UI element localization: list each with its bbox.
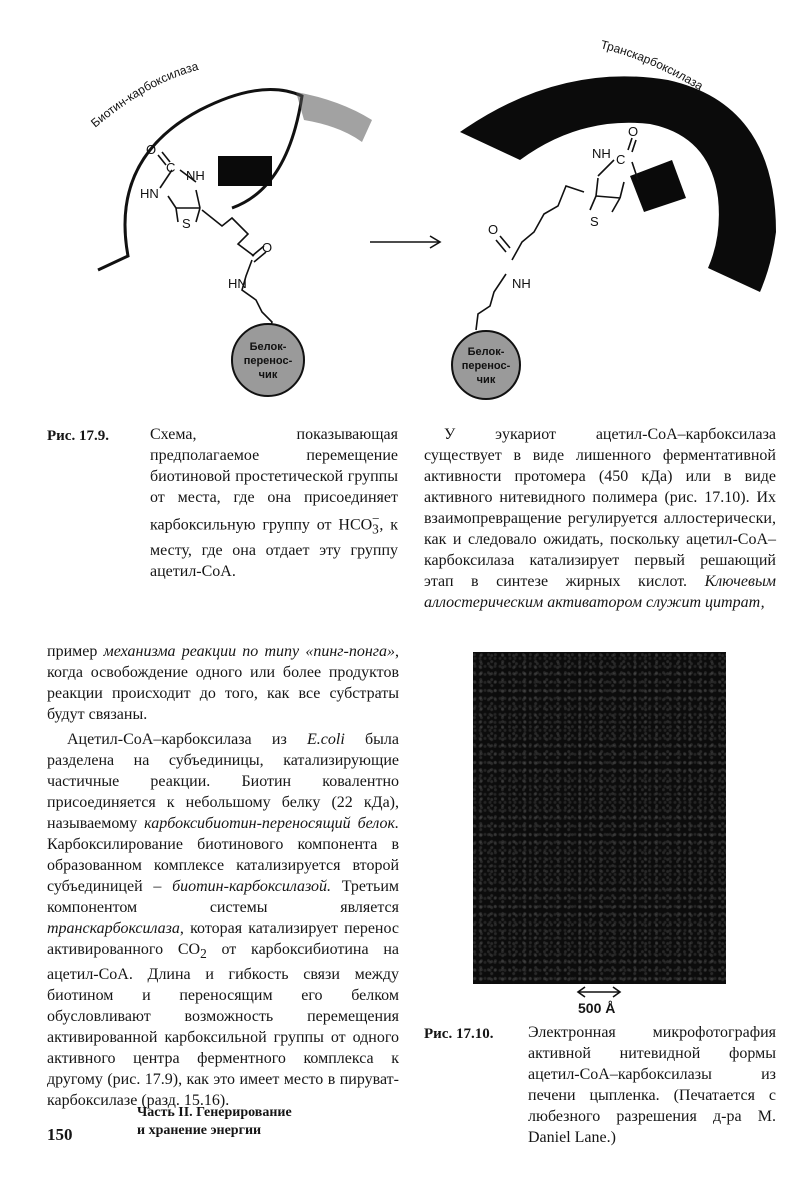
figure-17-9-label: Рис. 17.9.	[47, 428, 109, 444]
scale-bar-arrow	[574, 984, 624, 1000]
right-column-paragraph	[424, 424, 776, 613]
left-column-text	[47, 641, 399, 1111]
ping-pong-term: механизма реакции по типу «пинг-понга»	[103, 643, 395, 660]
figure-17-10-caption: Электронная микрофотография активной нитевидной формы ацетил-CoA–карбоксилазы из печени цыпленка. (Печатается с любезного разрешения д-ра M. Daniel Lane.)	[528, 1024, 776, 1146]
figure-17-9	[0, 0, 806, 415]
left-chem-s: S	[182, 216, 191, 231]
left-carrier-label-2: перенос-	[243, 355, 293, 367]
left-chem-o: O	[146, 142, 157, 157]
left-chem-hn-amide: HN	[228, 276, 247, 291]
left-active-site-block	[218, 156, 272, 186]
part-title-line-2: и хранение энергии	[137, 1123, 262, 1138]
left-paragraph-2: Ацетил-CoA–карбоксилаза из E.coli была разделена на субъединицы, катализирующие частичные реакции. Биотин ковалентно присоединяется к небольшому белку (22 кДа), называемому карбоксибиотин-переносящий белок. Карбоксилирование биотинового компонента в образованном комплексе катализируется второй субъединицей – биотин-карбоксилазой. Третьим компонентом системы является транскарбоксилаза, которая катализирует перенос активированного $CO_2$ от карбоксибиотина на ацетил-CoA. Длина и гибкость связи между биотином и переносящим его белком обусловливают возможность перемещения активированной карбоксильной группы от одного активного центра ферментного комплекса к другому (рис. 17.9), как это имеет место в пируват-карбоксилазе (разд. 15.16).	[47, 731, 400, 1110]
right-carrier-label-3: чик	[476, 374, 496, 386]
right-biotin-structure	[476, 138, 638, 330]
right-active-site-block	[630, 160, 686, 212]
electron-micrograph	[473, 652, 726, 984]
part-title-line-1: Часть II. Генерирование	[137, 1105, 292, 1120]
left-paragraph-1: пример механизма реакции по типу «пинг-понга», когда освобождение одного или более продуктов реакции происходит до того, как все субстраты будут связаны.	[47, 643, 399, 723]
transfer-arrow	[370, 236, 440, 248]
left-carrier-label-3: чик	[258, 369, 278, 381]
part-title	[137, 1104, 292, 1140]
figure-17-9-caption	[150, 424, 398, 582]
left-chem-nh: NH	[186, 168, 205, 183]
left-chem-hn: HN	[140, 186, 159, 201]
left-chem-o-amide: O	[262, 240, 273, 255]
page-number: 150	[47, 1125, 73, 1144]
caption-17-9-text-a: Схема, показывающая предполагаемое перемещение биотиновой простетической группы от места, где она присоединяет карбоксильную группу от HCO	[150, 426, 398, 534]
right-chem-nh: NH	[592, 146, 611, 161]
caption-17-9-text-b: , к месту, где она отдает эту группу ацетил-CoA.	[150, 516, 398, 580]
right-chem-s: S	[590, 214, 599, 229]
biotin-carboxylase-speckle	[296, 92, 372, 142]
right-chem-c: C	[616, 152, 626, 167]
transcarboxylase-shape	[460, 76, 776, 292]
caption-17-9-sub: 3	[372, 521, 379, 537]
right-chem-o-amide: O	[488, 222, 499, 237]
right-column-normal: У эукариот ацетил-CoA–карбоксилаза существует в виде лишенного ферментативной активности протомера (450 кДа) или в виде активного нитевидного полимера (рис. 17.10). Их взаимопревращение регулируется аллостерически, как и следовало ожидать, поскольку ацетил-CoA–карбоксилаза катализирует первый решающий этап в синтезе жирных кислот.	[424, 426, 776, 590]
right-carrier-label-1: Белок-	[467, 346, 505, 358]
left-chem-c: C	[166, 160, 176, 175]
biotin-carboxylase-label: Биотин-карбоксилаза	[88, 59, 200, 131]
right-chem-o: O	[628, 124, 639, 139]
caption-17-9-sup: −	[371, 511, 380, 526]
left-carrier-label-1: Белок-	[249, 341, 287, 353]
scale-bar-label: 500 Å	[578, 1000, 616, 1016]
right-chem-nh-amide: NH	[512, 276, 531, 291]
right-column-italic: Ключевым аллостерическим активатором служит цитрат,	[424, 573, 776, 611]
figure-17-10-label: Рис. 17.10.	[424, 1026, 494, 1042]
right-carrier-label-2: перенос-	[461, 360, 511, 372]
transcarboxylase-label: Транскарбоксилаза	[599, 37, 706, 94]
